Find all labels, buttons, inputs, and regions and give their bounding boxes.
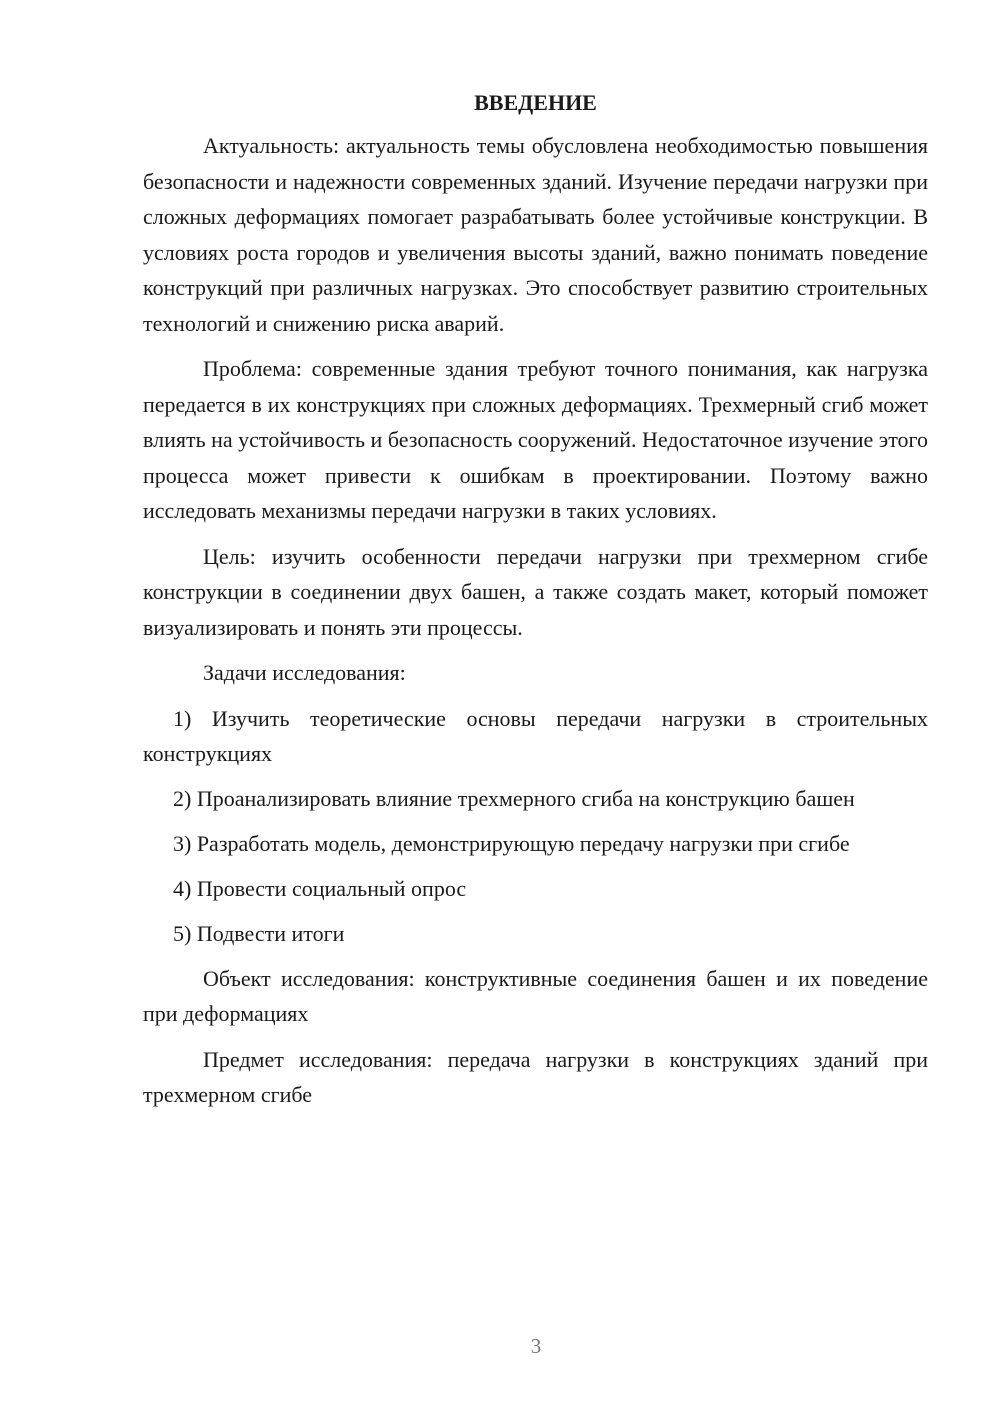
task-item-2: 2) Проанализировать влияние трехмерного сгиба на конструкцию башен: [173, 785, 855, 811]
paragraph-tasks-heading: Задачи исследования:: [203, 660, 406, 685]
paragraph-subject: Предмет исследования: передача нагрузки в конструкциях зданий при трехмерном сгибе: [143, 1046, 928, 1107]
document-page: [143, 88, 928, 1123]
task-item-5: 5) Подвести итоги: [173, 920, 345, 946]
page-number: 3: [530, 1334, 542, 1358]
paragraph-relevance: Актуальность: актуальность темы обусловлена необходимостью повышения безопасности и надежности современных зданий. Изучение передачи нагрузки при сложных деформациях помогает разрабатывать более устойчивые конструкции. В условиях роста городов и увеличения высоты зданий, важно понимать поведение конструкций при различных нагрузках. Это способствует развитию строительных технологий и снижению риска аварий.: [143, 133, 928, 336]
task-item-3: 3) Разработать модель, демонстрирующую передачу нагрузки при сгибе: [173, 830, 850, 856]
task-item-1: 1) Изучить теоретические основы передачи нагрузки в строительных конструкциях: [143, 705, 928, 766]
paragraph-object: Объект исследования: конструктивные соединения башен и их поведение при деформациях: [143, 965, 928, 1026]
task-item-4: 4) Провести социальный опрос: [173, 875, 467, 901]
section-title: ВВЕДЕНИЕ: [474, 90, 597, 115]
paragraph-problem: Проблема: современные здания требуют точного понимания, как нагрузка передается в их конструкциях при сложных деформациях. Трехмерный сгиб может влиять на устойчивость и безопасность сооружений. Недостаточное изучение этого процесса может привести к ошибкам в проектировании. Поэтому важно исследовать механизмы передачи нагрузки в таких условиях.: [143, 356, 928, 523]
paragraph-goal: Цель: изучить особенности передачи нагрузки при трехмерном сгибе конструкции в соединении двух башен, а также создать макет, который поможет визуализировать и понять эти процессы.: [143, 543, 928, 640]
